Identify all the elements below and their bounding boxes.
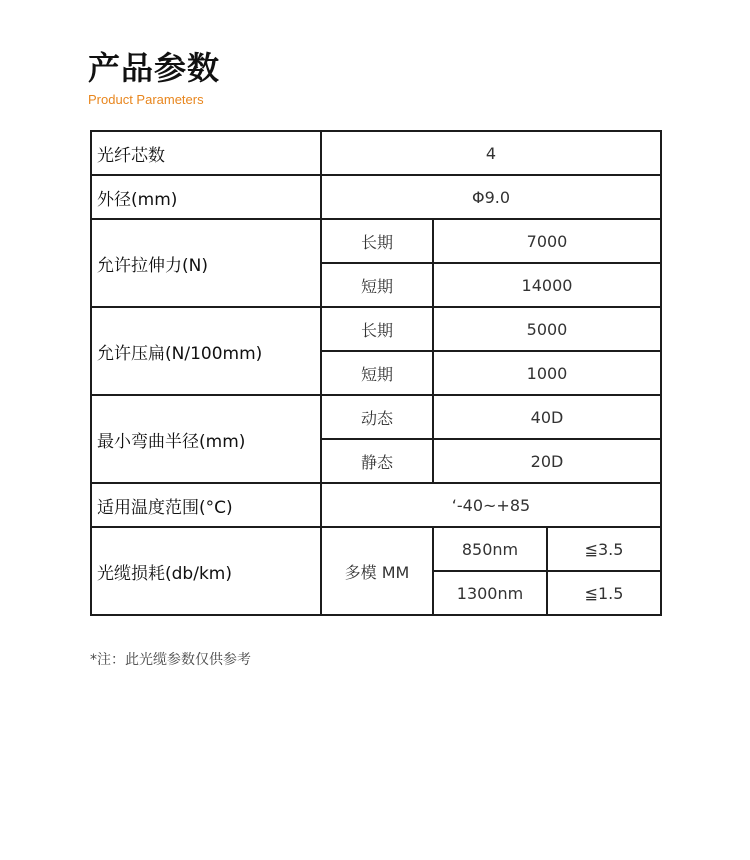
fiber-count-label: 光纤芯数 xyxy=(91,131,321,175)
attenuation-value-850: ≦3.5 xyxy=(547,527,661,571)
crush-short-term-value: 1000 xyxy=(433,351,661,395)
bend-radius-static-label: 静态 xyxy=(321,439,433,483)
page-subtitle: Product Parameters xyxy=(88,92,204,107)
table-row xyxy=(91,307,661,351)
temperature-value: ‘-40~+85 xyxy=(321,483,661,527)
crush-short-term-label: 短期 xyxy=(321,351,433,395)
table-row xyxy=(91,131,661,175)
attenuation-wavelength-1300: 1300nm xyxy=(433,571,547,615)
table-row xyxy=(91,527,661,571)
tensile-label: 允许拉伸力(N) xyxy=(91,219,321,307)
parameters-table xyxy=(90,130,662,616)
attenuation-wavelength-850: 850nm xyxy=(433,527,547,571)
temperature-label: 适用温度范围(°C) xyxy=(91,483,321,527)
attenuation-value-1300: ≦1.5 xyxy=(547,571,661,615)
bend-radius-dynamic-label: 动态 xyxy=(321,395,433,439)
outer-diameter-label: 外径(mm) xyxy=(91,175,321,219)
outer-diameter-value: Φ9.0 xyxy=(321,175,661,219)
crush-long-term-label: 长期 xyxy=(321,307,433,351)
crush-long-term-value: 5000 xyxy=(433,307,661,351)
table-row xyxy=(91,483,661,527)
attenuation-label: 光缆损耗(db/km) xyxy=(91,527,321,615)
table-row xyxy=(91,219,661,263)
table-row xyxy=(91,175,661,219)
bend-radius-static-value: 20D xyxy=(433,439,661,483)
fiber-count-value: 4 xyxy=(321,131,661,175)
attenuation-mode: 多模 MM xyxy=(321,527,433,615)
bend-radius-dynamic-value: 40D xyxy=(433,395,661,439)
crush-label: 允许压扁(N/100mm) xyxy=(91,307,321,395)
reference-note: *注：此光缆参数仅供参考 xyxy=(90,652,251,668)
bend-radius-label: 最小弯曲半径(mm) xyxy=(91,395,321,483)
tensile-short-term-label: 短期 xyxy=(321,263,433,307)
tensile-long-term-label: 长期 xyxy=(321,219,433,263)
tensile-long-term-value: 7000 xyxy=(433,219,661,263)
tensile-short-term-value: 14000 xyxy=(433,263,661,307)
page-title: 产品参数 xyxy=(88,49,221,87)
table-row xyxy=(91,395,661,439)
